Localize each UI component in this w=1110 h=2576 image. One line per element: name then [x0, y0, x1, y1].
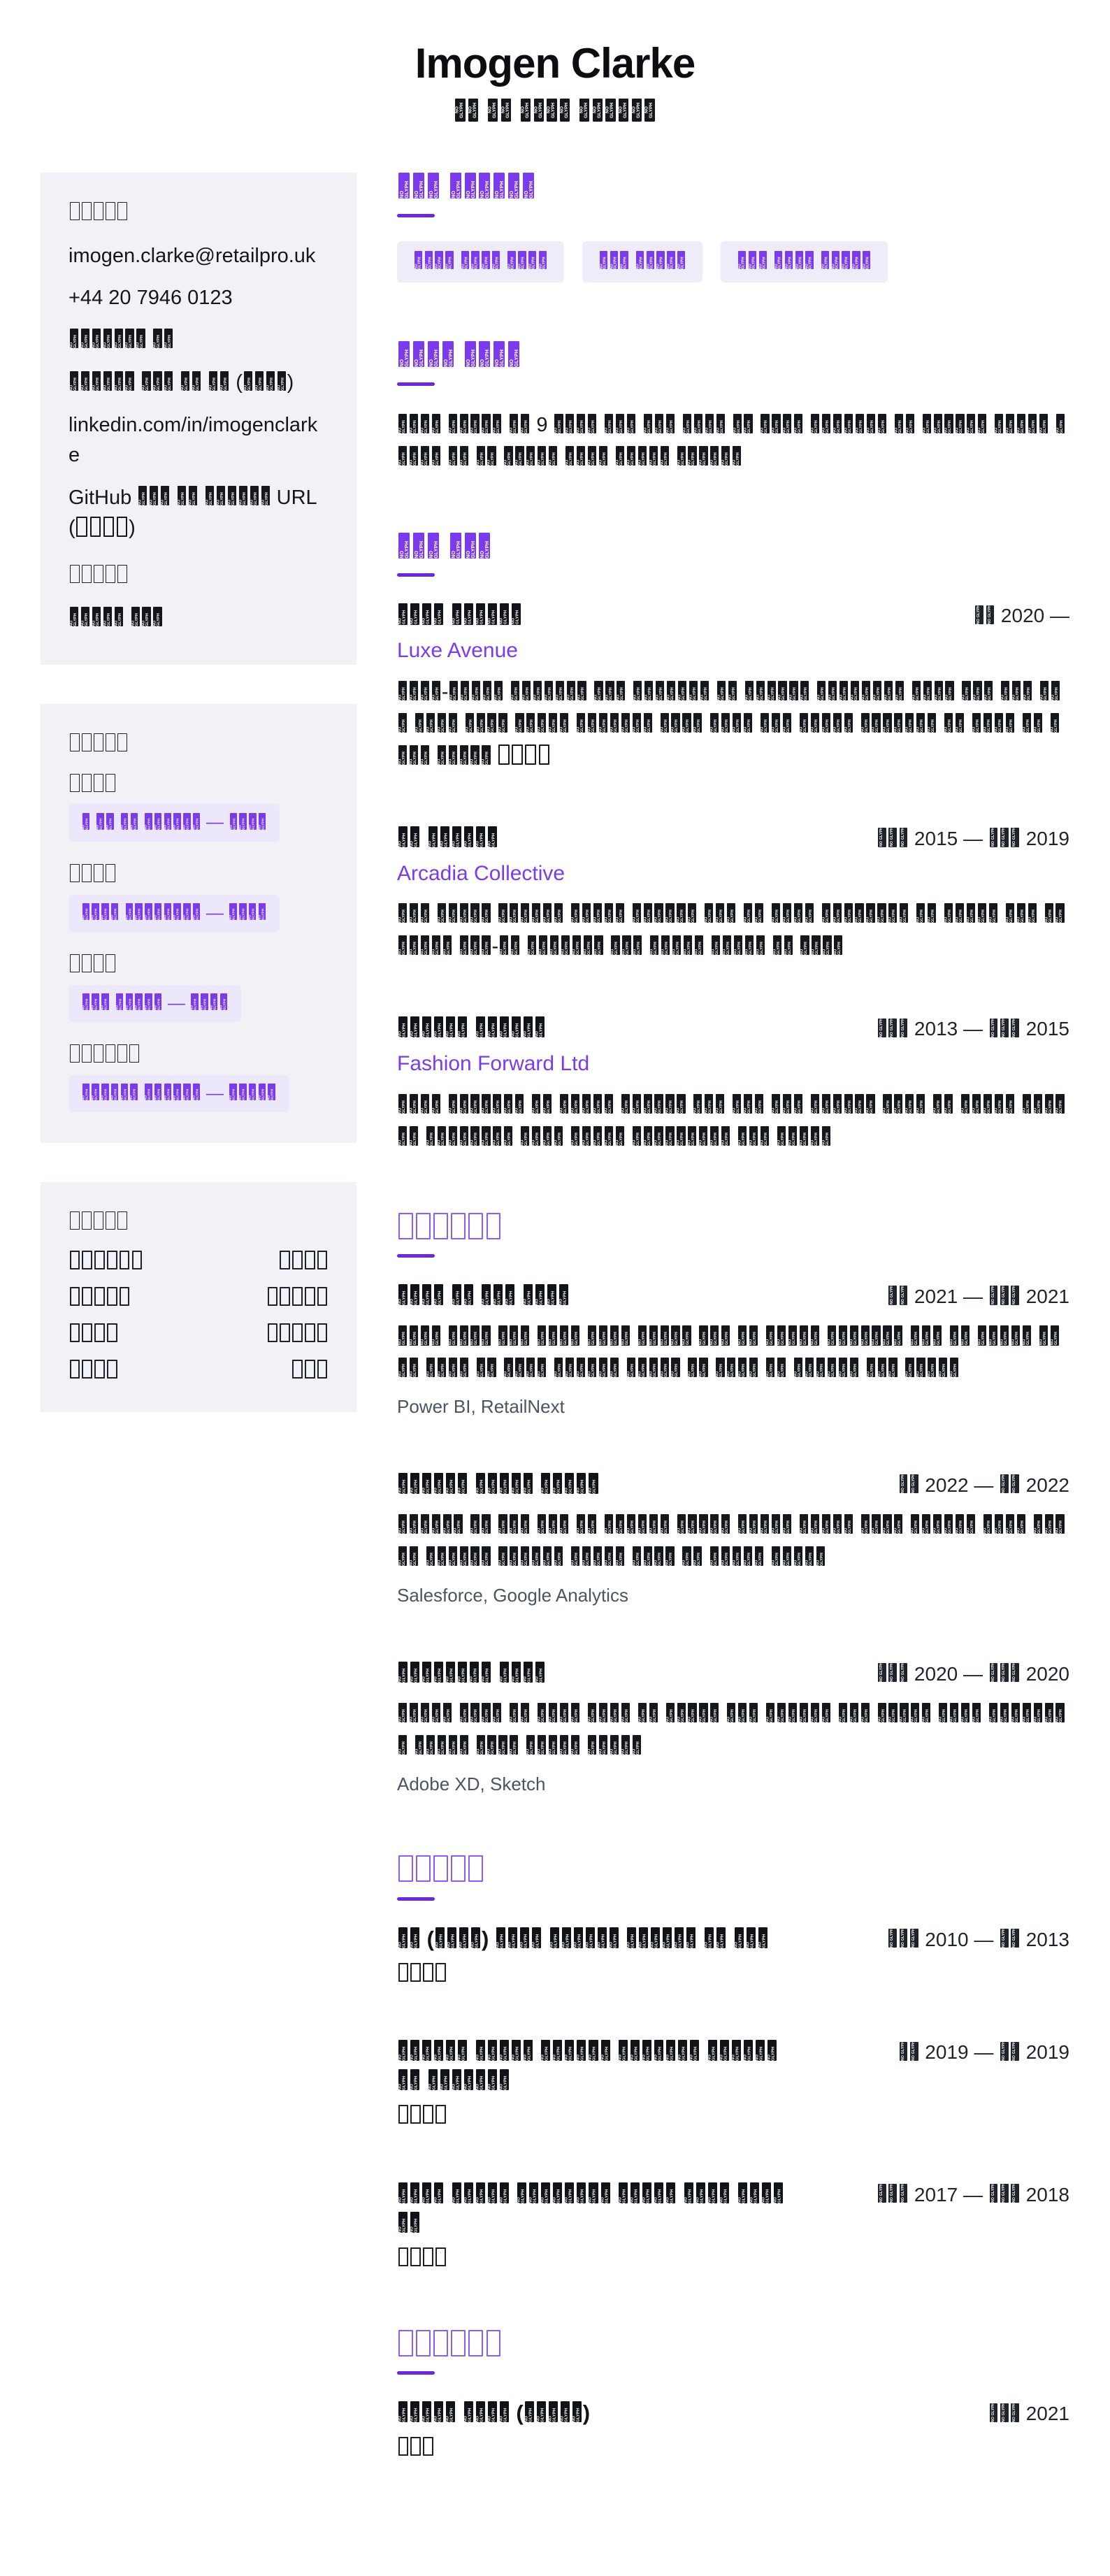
section-heading — [397, 1855, 1069, 1900]
education-note — [397, 1960, 1069, 1987]
link-label — [69, 863, 329, 886]
github-line: GitHub NO GLYPHNO GLYPHNO GLYPH NO GLYPHNO GLYPH NO GLYPHNO GLYPHNO GLYPHNO GLYPHNO GLYPHNO GLYPH URL ( ) — [69, 483, 329, 544]
details-row-value — [279, 1251, 329, 1272]
details-row-value — [266, 1323, 329, 1345]
job-header — [397, 600, 1069, 630]
education-date: NO GLYPHNO GLYPH 2019 — NO GLYPHNO GLYPH 2019 — [898, 2037, 1069, 2066]
contact-extra-label — [69, 563, 329, 587]
project-entry — [397, 1470, 1069, 1609]
education-date: NO GLYPHNO GLYPHNO GLYPH 2010 — NO GLYPHNO GLYPH 2013 — [887, 1924, 1069, 1953]
sidebar — [41, 173, 356, 1451]
profile-text: NO GLYPHNO GLYPHNO GLYPHNO GLYPH NO GLYPHNO GLYPHNO GLYPHNO GLYPHNO GLYPH NO GLYPHNO GLYPH 9 NO GLYPHNO GLYPHNO GLYPHNO GLYPH NO GLYPHNO GLYPHNO GLYPH NO GLYPHNO GLYPHNO GLYPH NO GLYPHNO GLYPHNO GLYPHNO GLYPH NO GLYPHNO GLYPH NO GLYPHNO GLYPHNO GLYPHNO GLYPH NO GLYPHNO GLYPHNO GLYPHNO GLYPHNO GLYPHNO GLYPHNO GLYPH NO GLYPHNO GLYPH NO GLYPHNO GLYPHNO GLYPHNO GLYPHNO GLYPHNO GLYPH NO GLYPHNO GLYPHNO GLYPHNO GLYPHNO GLYPH NO GLYPHNO GLYPHNO GLYPHNO GLYPHNO GLYPH NO GLYPHNO GLYPH NO GLYPHNO GLYPH NO GLYPHNO GLYPHNO GLYPHNO GLYPHNO GLYPH NO GLYPHNO GLYPHNO GLYPHNO GLYPH NO GLYPHNO GLYPHNO GLYPHNO GLYPHNO GLYPH NO GLYPHNO GLYPHNO GLYPHNO GLYPHNO GLYPHNO GLYPH — [397, 410, 1069, 474]
address-line-1 — [69, 326, 329, 357]
details-row — [69, 1323, 329, 1345]
details-row-label — [69, 1287, 131, 1309]
education-heading — [397, 1856, 484, 1885]
certification-title: NO GLYPHNO GLYPHNO GLYPHNO GLYPHNO GLYPH NO GLYPHNO GLYPHNO GLYPHNO GLYPH (NO GLYPHNO GLYPHNO GLYPHNO GLYPHNO GLYPH ) — [397, 2398, 590, 2428]
project-header — [397, 1659, 1069, 1688]
link-pill[interactable]: NO GLYPHNO GLYPHNO GLYPH NO GLYPHNO GLYPHNO GLYPHNO GLYPHNO GLYPH — NO GLYPHNO GLYPHNO GLYPHNO GLYPH — [69, 985, 241, 1022]
projects-section — [397, 1213, 1069, 1797]
job-entry — [397, 1014, 1069, 1153]
link-label — [69, 953, 329, 977]
section-heading — [397, 533, 1069, 577]
heading-underline — [397, 1897, 435, 1901]
section-heading — [397, 341, 1069, 386]
details-row — [69, 1287, 329, 1309]
project-date: NO GLYPHNO GLYPH 2021 — NO GLYPHNO GLYPHNO GLYPH 2021 — [887, 1281, 1069, 1310]
job-header — [397, 823, 1069, 853]
project-entry — [397, 1659, 1069, 1797]
link-label — [69, 772, 329, 796]
details-row-label — [69, 1251, 143, 1272]
skill-chips — [397, 241, 1069, 283]
project-description — [397, 1699, 1069, 1763]
link-item — [69, 953, 329, 1022]
contact-extra-value — [69, 603, 329, 634]
person-name: Imogen Clarke — [415, 40, 695, 87]
person-job-title — [41, 98, 1069, 127]
section-heading — [397, 1213, 1069, 1258]
skill-chip — [397, 241, 564, 283]
link-label — [69, 1043, 329, 1067]
skill-chip — [582, 241, 702, 283]
education-section — [397, 1855, 1069, 2271]
job-date: NO GLYPHNO GLYPHNO GLYPH 2013 — NO GLYPHNO GLYPHNO GLYPH 2015 — [877, 1014, 1069, 1042]
link-item — [69, 772, 329, 842]
education-note — [397, 2245, 1069, 2271]
job-description: NO GLYPHNO GLYPHNO GLYPH NO GLYPHNO GLYPHNO GLYPHNO GLYPHNO GLYPH NO GLYPHNO GLYPHNO GLYPHNO GLYPHNO GLYPHNO GLYPH NO GLYPHNO GLYPHNO GLYPHNO GLYPHNO GLYPH NO GLYPHNO GLYPHNO GLYPHNO GLYPHNO GLYPHNO GLYPH NO GLYPHNO GLYPHNO GLYPH NO GLYPHNO GLYPH NO GLYPHNO GLYPHNO GLYPHNO GLYPH NO GLYPHNO GLYPHNO GLYPHNO GLYPHNO GLYPHNO GLYPHNO GLYPHNO GLYPH NO GLYPHNO GLYPH NO GLYPHNO GLYPHNO GLYPHNO GLYPHNO GLYPH NO GLYPHNO GLYPHNO GLYPH NO GLYPHNO GLYPH NO GLYPHNO GLYPHNO GLYPHNO GLYPHNO GLYPH NO GLYPHNO GLYPHNO GLYPH-NO GLYPHNO GLYPH NO GLYPHNO GLYPHNO GLYPHNO GLYPHNO GLYPHNO GLYPHNO GLYPH NO GLYPHNO GLYPHNO GLYPH NO GLYPHNO GLYPHNO GLYPHNO GLYPHNO GLYPH NO GLYPHNO GLYPHNO GLYPHNO GLYPHNO GLYPH NO GLYPHNO GLYPH NO GLYPHNO GLYPHNO GLYPHNO GLYPH — [397, 900, 1069, 964]
profile-heading — [397, 341, 521, 370]
skills-heading — [397, 173, 536, 202]
project-title — [397, 1281, 570, 1311]
education-header — [397, 2180, 1069, 2238]
address-line-2: NO GLYPHNO GLYPHNO GLYPHNO GLYPHNO GLYPHNO GLYPH NO GLYPHNO GLYPHNO GLYPH NO GLYPHNO GLYPH NO GLYPHNO GLYPH (NO GLYPHNO GLYPHNO GLYPHNO GLYPH ) — [69, 368, 329, 398]
education-entry — [397, 2180, 1069, 2271]
header — [41, 28, 1069, 127]
certification-date: NO GLYPHNO GLYPHNO GLYPH 2021 — [988, 2398, 1069, 2427]
education-degree: NO GLYPHNO GLYPH (NO GLYPHNO GLYPHNO GLYPHNO GLYPH ) NO GLYPHNO GLYPHNO GLYPHNO GLYPH NO GLYPHNO GLYPHNO GLYPHNO GLYPHNO GLYPHNO GLYPH NO GLYPHNO GLYPHNO GLYPHNO GLYPHNO GLYPHNO GLYPH NO GLYPHNO GLYPH NO GLYPHNO GLYPHNO GLYPH — [397, 1924, 769, 1954]
details-row — [69, 1360, 329, 1381]
details-row-label — [69, 1360, 118, 1381]
job-entry — [397, 823, 1069, 963]
links-card — [41, 704, 356, 1143]
certifications-section — [397, 2330, 1069, 2461]
details-row-label — [69, 1323, 118, 1345]
project-date: NO GLYPHNO GLYPH 2022 — NO GLYPHNO GLYPH 2022 — [898, 1470, 1069, 1499]
main-column — [397, 173, 1069, 2520]
heading-underline — [397, 573, 435, 577]
project-entry — [397, 1281, 1069, 1420]
details-row-value — [291, 1360, 329, 1381]
heading-underline — [397, 2371, 435, 2375]
project-header — [397, 1281, 1069, 1311]
education-degree — [397, 2180, 788, 2238]
job-title — [397, 1014, 546, 1043]
projects-heading — [397, 1213, 502, 1242]
details-card — [41, 1182, 356, 1412]
education-entry — [397, 1924, 1069, 1987]
experience-section — [397, 533, 1069, 1154]
email-text[interactable]: imogen.clarke@retailpro.uk — [69, 244, 316, 267]
project-description — [397, 1322, 1069, 1386]
education-header — [397, 1924, 1069, 1954]
project-date: NO GLYPHNO GLYPHNO GLYPH 2020 — NO GLYPHNO GLYPHNO GLYPH 2020 — [877, 1659, 1069, 1688]
heading-underline — [397, 214, 435, 217]
project-tech: Salesforce, Google Analytics — [397, 1585, 628, 1606]
job-date: NO GLYPHNO GLYPH 2020 — — [974, 600, 1069, 629]
details-section-label — [69, 1210, 329, 1234]
contact-section-label — [69, 201, 329, 224]
education-degree — [397, 2037, 788, 2096]
project-description — [397, 1510, 1069, 1574]
job-description: NO GLYPHNO GLYPHNO GLYPHNO GLYPH-NO GLYPHNO GLYPHNO GLYPHNO GLYPHNO GLYPH NO GLYPHNO GLYPHNO GLYPHNO GLYPHNO GLYPHNO GLYPHNO GLYPH NO GLYPHNO GLYPHNO GLYPH NO GLYPHNO GLYPHNO GLYPHNO GLYPHNO GLYPHNO GLYPHNO GLYPH NO GLYPHNO GLYPH NO GLYPHNO GLYPHNO GLYPHNO GLYPHNO GLYPHNO GLYPH NO GLYPHNO GLYPHNO GLYPHNO GLYPHNO GLYPHNO GLYPHNO GLYPHNO GLYPH NO GLYPHNO GLYPHNO GLYPHNO GLYPH NO GLYPHNO GLYPHNO GLYPH NO GLYPHNO GLYPHNO GLYPH NO GLYPHNO GLYPHNO GLYPH NO GLYPHNO GLYPHNO GLYPHNO GLYPH NO GLYPHNO GLYPHNO GLYPHNO GLYPH NO GLYPHNO GLYPHNO GLYPHNO GLYPHNO GLYPH NO GLYPHNO GLYPHNO GLYPHNO GLYPHNO GLYPHNO GLYPHNO GLYPH NO GLYPHNO GLYPHNO GLYPHNO GLYPH NO GLYPHNO GLYPHNO GLYPHNO GLYPH NO GLYPHNO GLYPHNO GLYPH NO GLYPHNO GLYPHNO GLYPHNO GLYPHNO GLYPH NO GLYPHNO GLYPHNO GLYPHNO GLYPHNO GLYPHNO GLYPHNO GLYPH NO GLYPHNO GLYPH NO GLYPHNO GLYPHNO GLYPHNO GLYPH NO GLYPHNO GLYPH NO GLYPHNO GLYPHNO GLYPHNO GLYPH NO GLYPHNO GLYPHNO GLYPHNO GLYPHNO GLYPH — [397, 677, 1069, 772]
link-pill[interactable]: NO GLYPH NO GLYPHNO GLYPH NO GLYPHNO GLYPH NO GLYPHNO GLYPHNO GLYPHNO GLYPHNO GLYPHNO GLYPH — NO GLYPHNO GLYPHNO GLYPHNO GLYPH — [69, 804, 280, 841]
education-header — [397, 2037, 1069, 2096]
education-date: NO GLYPHNO GLYPHNO GLYPH 2017 — NO GLYPHNO GLYPHNO GLYPH 2018 — [877, 2180, 1069, 2208]
job-description — [397, 1090, 1069, 1154]
skills-section — [397, 173, 1069, 283]
link-pill[interactable]: NO GLYPHNO GLYPHNO GLYPHNO GLYPH NO GLYPHNO GLYPHNO GLYPHNO GLYPHNO GLYPHNO GLYPHNO GLYPHNO GLYPH — NO GLYPHNO GLYPHNO GLYPHNO GLYPH — [69, 895, 280, 932]
contact-card — [41, 173, 356, 665]
project-header — [397, 1470, 1069, 1499]
company-name: Luxe Avenue — [397, 639, 518, 663]
job-header — [397, 1014, 1069, 1043]
certification-note — [397, 2435, 1069, 2461]
details-row-value — [266, 1287, 329, 1309]
heading-underline — [397, 382, 435, 386]
job-date: NO GLYPHNO GLYPHNO GLYPH 2015 — NO GLYPHNO GLYPHNO GLYPH 2019 — [877, 823, 1069, 852]
skill-chip — [721, 241, 888, 283]
profile-section — [397, 341, 1069, 473]
certifications-heading — [397, 2331, 502, 2360]
link-item — [69, 1043, 329, 1112]
section-heading — [397, 2330, 1069, 2375]
project-tech: Power BI, RetailNext — [397, 1396, 565, 1418]
job-title — [397, 823, 498, 853]
details-row — [69, 1251, 329, 1272]
phone-text: +44 20 7946 0123 — [69, 287, 233, 310]
linkedin-link[interactable]: linkedin.com/in/imogenclarke — [69, 413, 318, 467]
certification-header — [397, 2398, 1069, 2428]
education-note — [397, 2103, 1069, 2129]
experience-heading — [397, 533, 492, 562]
project-title — [397, 1470, 600, 1499]
link-pill[interactable]: NO GLYPHNO GLYPHNO GLYPHNO GLYPHNO GLYPHNO GLYPH NO GLYPHNO GLYPHNO GLYPHNO GLYPHNO GLYPHNO GLYPH — NO GLYPHNO GLYPHNO GLYPHNO GLYPHNO GLYPH — [69, 1075, 289, 1112]
certification-entry — [397, 2398, 1069, 2461]
education-entry — [397, 2037, 1069, 2129]
company-name: Arcadia Collective — [397, 861, 565, 885]
job-title — [397, 600, 522, 630]
section-heading — [397, 173, 1069, 217]
content-columns — [41, 173, 1069, 2520]
heading-underline — [397, 1254, 435, 1258]
link-item — [69, 863, 329, 932]
company-name: Fashion Forward Ltd — [397, 1052, 590, 1076]
project-title — [397, 1659, 546, 1688]
project-tech: Adobe XD, Sketch — [397, 1773, 546, 1794]
links-section-label — [69, 732, 329, 756]
job-entry — [397, 600, 1069, 772]
